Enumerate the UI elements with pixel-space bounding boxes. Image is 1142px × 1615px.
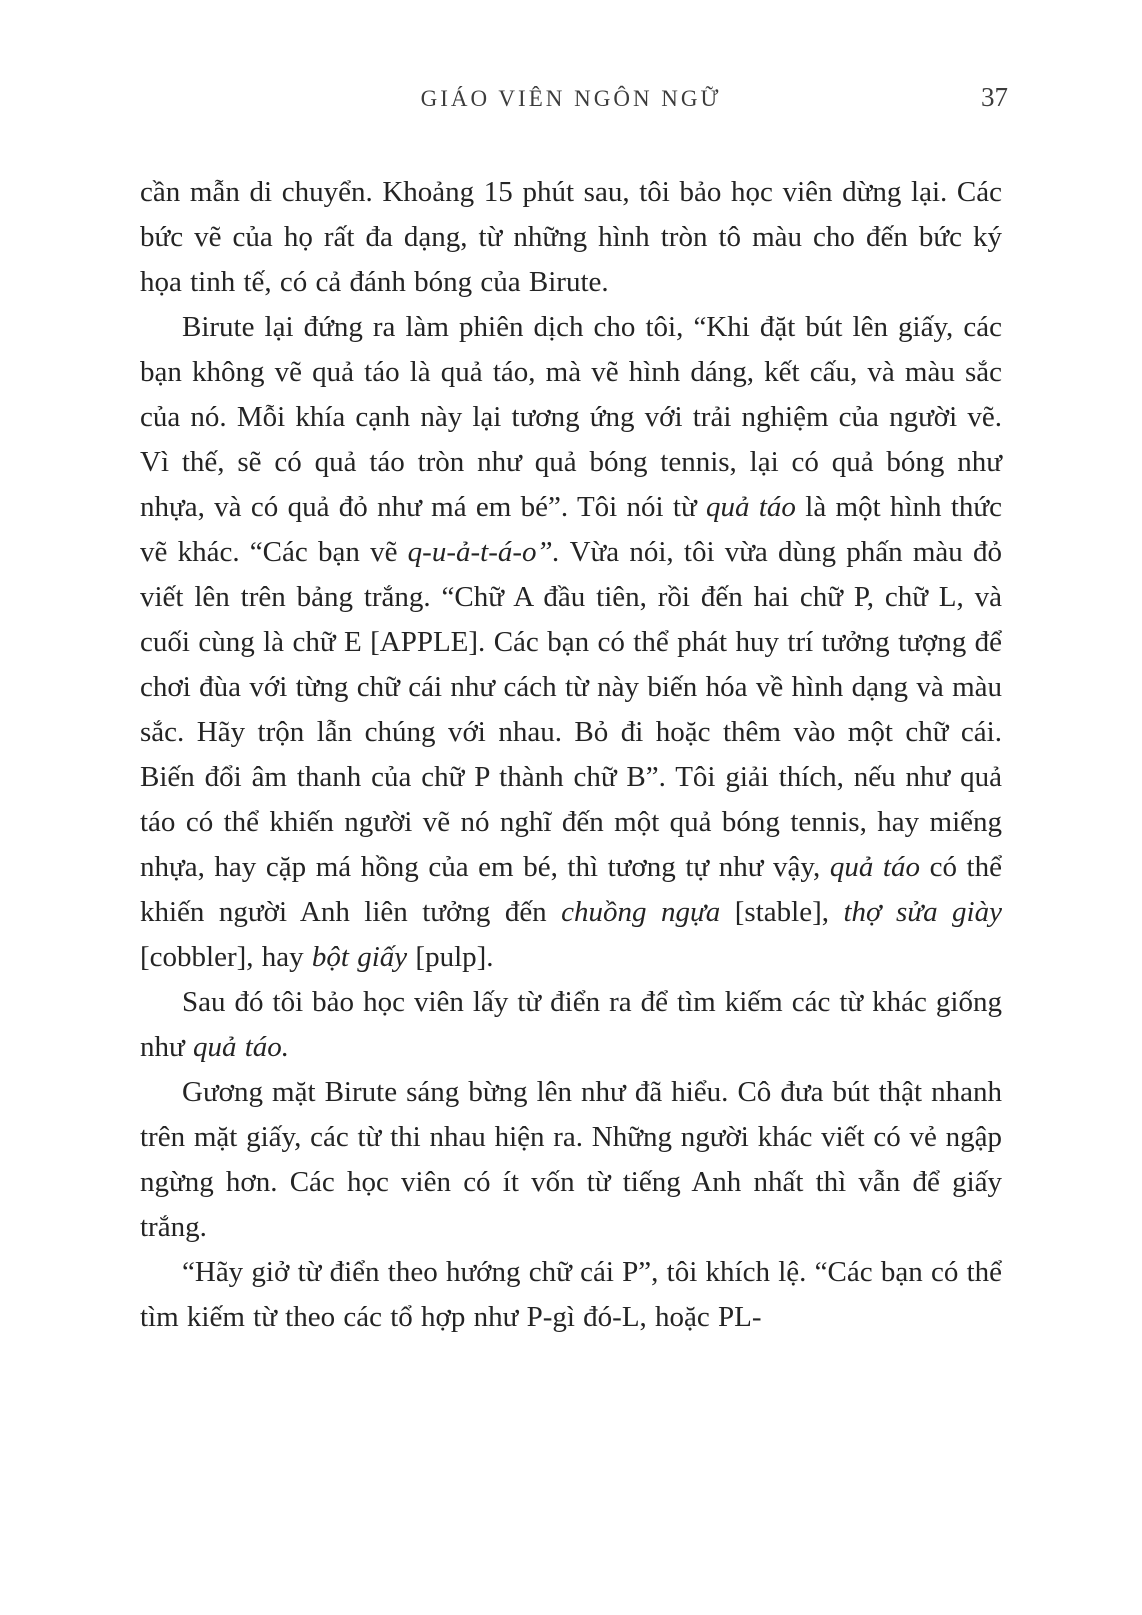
text-run: cần mẫn di chuyển. Khoảng 15 phút sau, tôi bảo học viên dừng lại. Các bức vẽ của họ rất đa dạng, từ những hình tròn tô màu cho đến bức ký họa tinh tế, có cả đánh bóng của Birute. — [140, 176, 1002, 298]
paragraph — [140, 1070, 1002, 1250]
paragraph — [140, 170, 1002, 305]
text-run: Vừa nói, tôi vừa dùng phấn màu đỏ viết lên trên bảng trắng. “Chữ A đầu tiên, rồi đến hai chữ P, chữ L, và cuối cùng là chữ E [APPLE]. Các bạn có thể phát huy trí tưởng tượng để chơi đùa với từng chữ cái như cách từ này biến hóa về hình dạng và màu sắc. Hãy trộn lẫn chúng với nhau. Bỏ đi hoặc thêm vào một chữ cái. Biến đổi âm thanh của chữ P thành chữ B”. Tôi giải thích, nếu như quả táo có thể khiến người vẽ nó nghĩ đến một quả bóng tennis, hay miếng nhựa, hay cặp má hồng của em bé, thì tương tự như vậy, — [140, 536, 1002, 883]
paragraph — [140, 305, 1002, 980]
italic-text-run: quả táo — [706, 491, 796, 523]
text-run: [stable], — [720, 896, 844, 928]
italic-text-run: quả táo. — [192, 1031, 290, 1063]
text-run: là một hình thức vẽ khác. “Các bạn vẽ — [140, 491, 1002, 568]
text-run: [pulp]. — [407, 941, 494, 973]
italic-text-run: thợ sửa giày — [843, 896, 1002, 928]
text-run: [cobbler], hay — [140, 941, 312, 973]
running-header-title: GIÁO VIÊN NGÔN NGỮ — [420, 86, 722, 111]
text-run: Birute lại đứng ra làm phiên dịch cho tôi, “Khi đặt bút lên giấy, các bạn không vẽ quả táo là quả táo, mà vẽ hình dáng, kết cấu, và màu sắc của nó. Mỗi khía cạnh này lại tương ứng với trải nghiệm của người vẽ. Vì thế, sẽ có quả táo tròn như quả bóng tennis, lại có quả bóng như nhựa, và có quả đỏ như má em bé”. Tôi nói từ — [140, 311, 1002, 523]
text-run: Gương mặt Birute sáng bừng lên như đã hiểu. Cô đưa bút thật nhanh trên mặt giấy, các từ thi nhau hiện ra. Những người khác viết có vẻ ngập ngừng hơn. Các học viên có ít vốn từ tiếng Anh nhất thì vẫn để giấy trắng. — [140, 1076, 1002, 1243]
paragraph — [140, 1250, 1002, 1340]
italic-text-run: q-u-ả-t-á-o”. — [407, 536, 560, 568]
page-number: 37 — [981, 82, 1008, 112]
page-body — [140, 170, 1002, 1340]
italic-text-run: quả táo — [829, 851, 920, 883]
running-header — [140, 82, 1008, 122]
text-run: “Hãy giở từ điển theo hướng chữ cái P”, tôi khích lệ. “Các bạn có thể tìm kiếm từ theo các tổ hợp như P-gì đó-L, hoặc PL- — [140, 1256, 1003, 1333]
italic-text-run: chuồng ngựa — [561, 896, 721, 928]
italic-text-run: bột giấy — [311, 941, 408, 973]
text-run: Sau đó tôi bảo học viên lấy từ điển ra để tìm kiếm các từ khác giống như — [140, 986, 1002, 1063]
paragraph — [140, 980, 1002, 1070]
text-run: có thể khiến người Anh liên tưởng đến — [140, 851, 1002, 928]
